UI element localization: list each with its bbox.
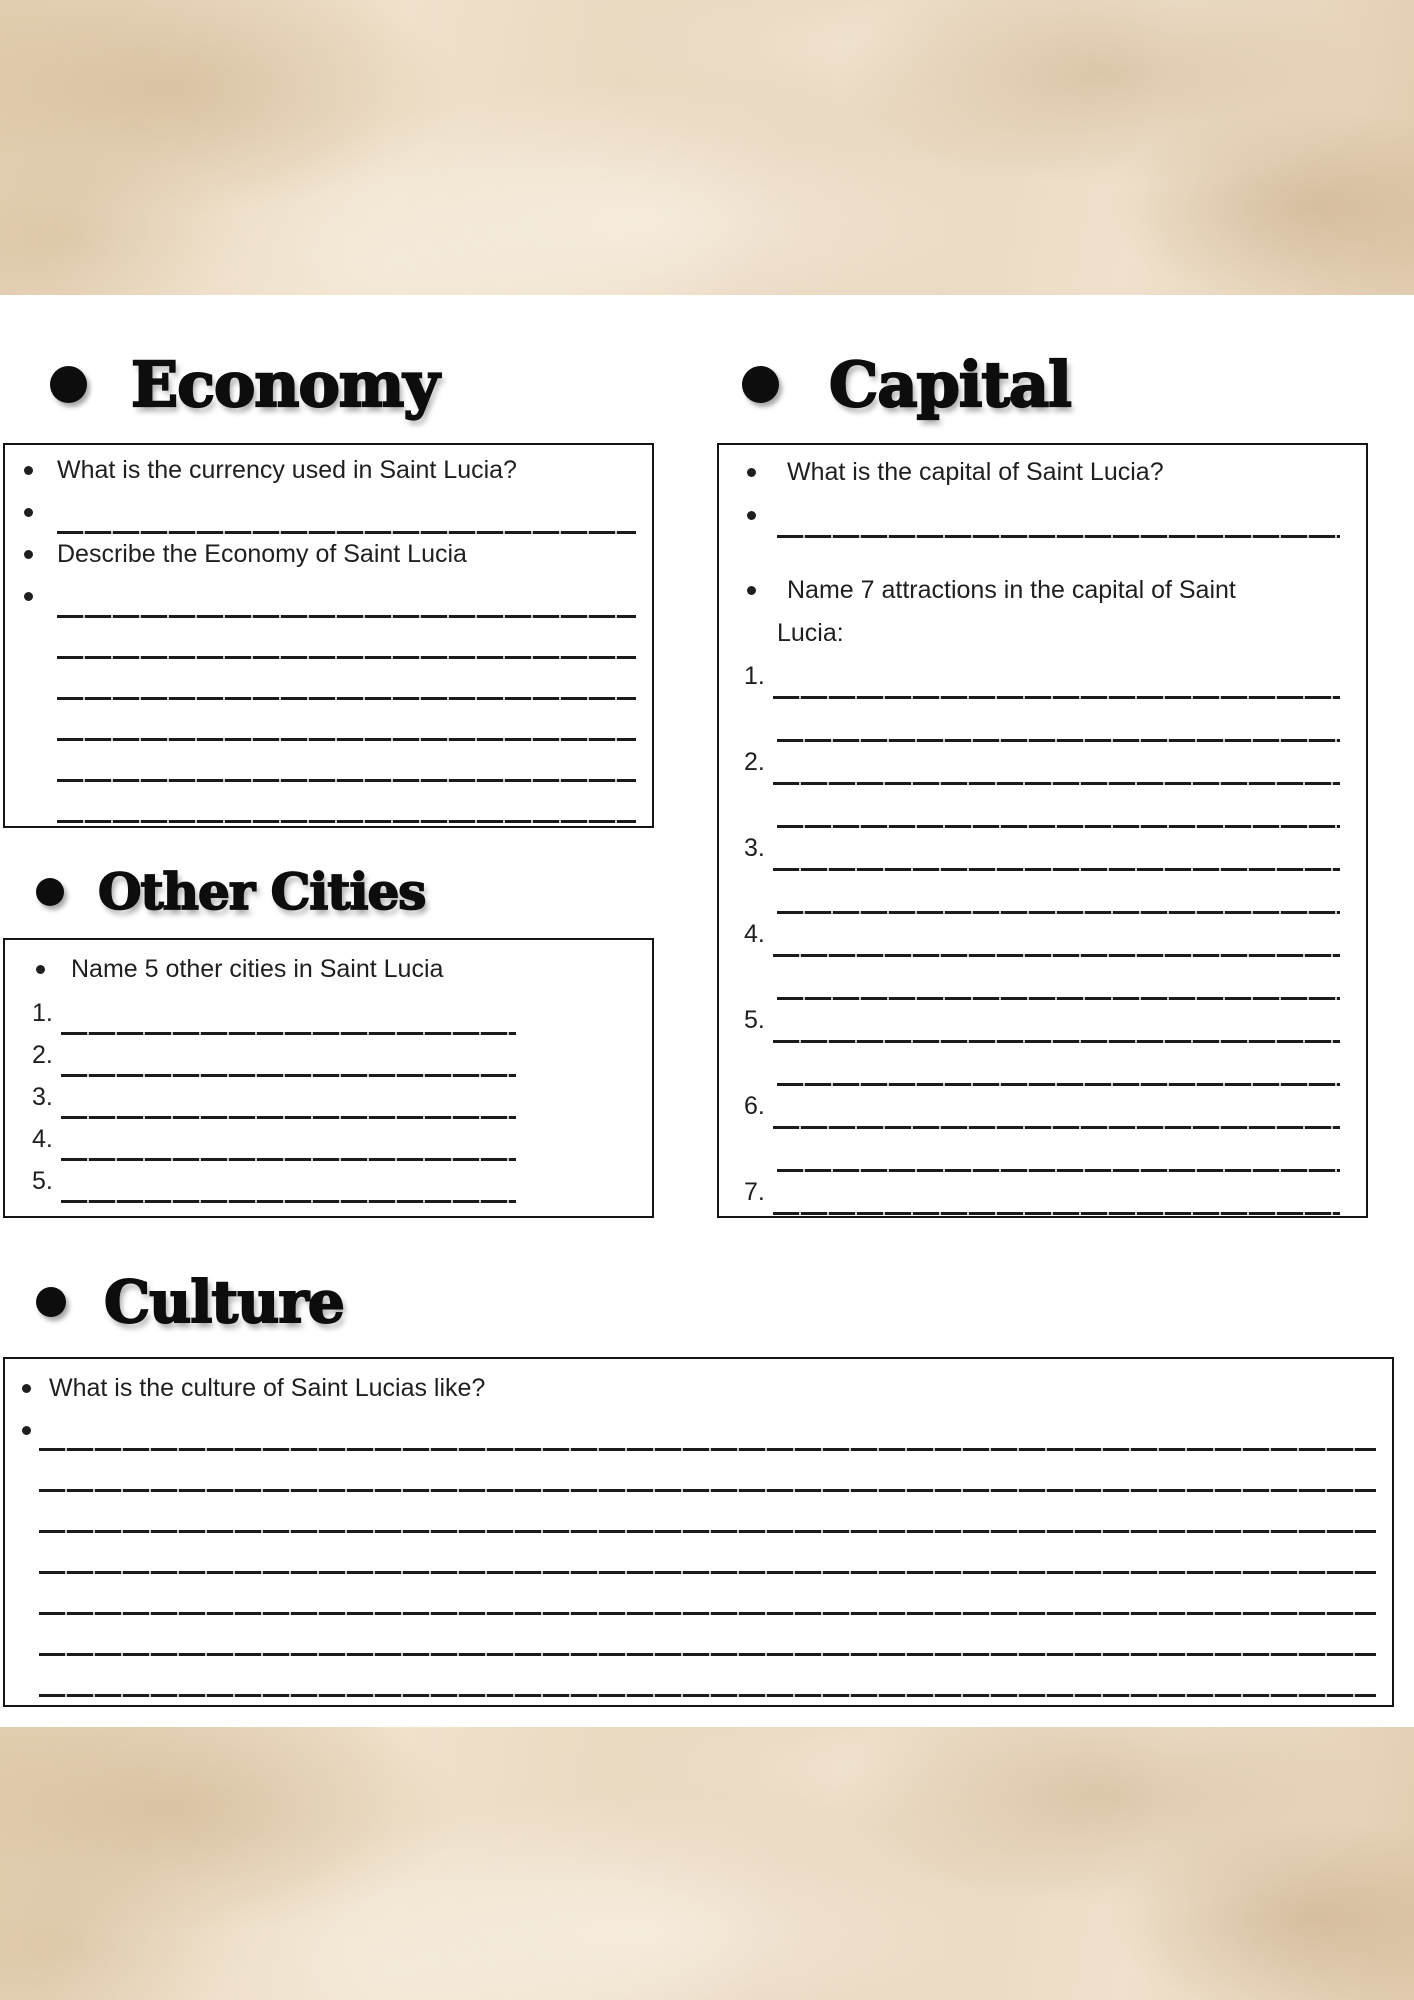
capital-question-2-line-1: Name 7 attractions in the capital of Saint [787,576,1236,604]
answer-row [5,1661,1376,1702]
bullet-icon [24,508,33,517]
question-row [5,539,636,581]
answer-line[interactable] [777,997,1340,1000]
item-number: 1. [32,999,53,1027]
answer-row [5,1579,1376,1620]
capital-question-box [717,443,1368,1218]
item-number: 3. [744,834,765,862]
answer-line[interactable] [39,1530,1376,1533]
answer-line[interactable] [61,1032,516,1035]
answer-row [5,746,636,787]
answer-row [5,1456,1376,1497]
numbered-answer-row [5,1082,636,1124]
bullet-icon [24,592,33,601]
answer-line[interactable] [57,820,636,823]
item-number: 5. [32,1167,53,1195]
answer-row [5,705,636,746]
answer-row [719,790,1340,833]
answer-row [719,962,1340,1005]
economy-heading-text: Economy [131,348,439,421]
answer-line[interactable] [61,1200,516,1203]
question-row [719,618,1340,661]
other-cities-question-box [3,938,654,1218]
question-row [5,455,636,497]
answer-row [5,664,636,705]
answer-line[interactable] [61,1158,516,1161]
numbered-answer-row [719,833,1340,876]
item-number: 4. [32,1125,53,1153]
bullet-dot-icon [742,366,779,403]
culture-question-box [3,1357,1394,1707]
other-cities-heading [36,862,425,921]
bullet-dot-icon [36,878,64,906]
answer-line[interactable] [57,779,636,782]
item-number: 5. [744,1006,765,1034]
item-number: 7. [744,1178,765,1206]
bullet-icon [24,550,33,559]
answer-row [5,623,636,664]
answer-line[interactable] [57,615,636,618]
answer-line[interactable] [777,1169,1340,1172]
item-number: 6. [744,1092,765,1120]
item-number: 3. [32,1083,53,1111]
other-cities-question-1: Name 5 other cities in Saint Lucia [71,955,444,983]
answer-row [5,1415,1376,1456]
answer-line[interactable] [57,697,636,700]
answer-row [719,1048,1340,1091]
item-number: 4. [744,920,765,948]
answer-line[interactable] [39,1653,1376,1656]
item-number: 2. [32,1041,53,1069]
economy-question-1: What is the currency used in Saint Lucia? [57,456,517,484]
item-number: 1. [744,662,765,690]
answer-line[interactable] [773,954,1340,957]
answer-row [5,787,636,828]
capital-question-2-line-2: Lucia: [777,619,844,647]
capital-heading-text: Capital [829,348,1071,421]
culture-heading [36,1268,344,1336]
answer-row [719,704,1340,747]
answer-row [5,1497,1376,1538]
culture-heading-text: Culture [104,1268,344,1336]
answer-row [5,1620,1376,1661]
economy-question-box [3,443,654,828]
answer-line[interactable] [57,738,636,741]
question-row [719,457,1340,500]
answer-line[interactable] [39,1489,1376,1492]
answer-line[interactable] [61,1116,516,1119]
sand-texture-header [0,0,1414,295]
numbered-answer-row [719,1091,1340,1134]
numbered-answer-row [5,998,636,1040]
answer-line[interactable] [39,1448,1376,1451]
numbered-answer-row [5,1166,636,1208]
answer-line[interactable] [773,868,1340,871]
numbered-answer-row [719,747,1340,790]
capital-heading [742,348,1071,421]
answer-row [719,876,1340,919]
culture-question-1: What is the culture of Saint Lucias like? [49,1374,486,1402]
answer-line[interactable] [773,1212,1340,1215]
answer-line[interactable] [39,1694,1376,1697]
answer-row [5,1538,1376,1579]
answer-line[interactable] [773,696,1340,699]
answer-line[interactable] [61,1074,516,1077]
answer-line[interactable] [777,911,1340,914]
answer-line[interactable] [773,782,1340,785]
answer-row [719,500,1340,543]
answer-line[interactable] [39,1571,1376,1574]
numbered-answer-row [719,919,1340,962]
bullet-icon [747,511,756,520]
answer-row [5,497,636,539]
sand-texture-footer [0,1727,1414,2000]
question-row [5,954,636,998]
numbered-answer-row [719,1177,1340,1220]
bullet-dot-icon [50,366,87,403]
question-row [5,1373,1376,1415]
bullet-dot-icon [36,1287,66,1317]
question-row [719,575,1340,618]
numbered-answer-row [5,1040,636,1082]
answer-line[interactable] [773,1126,1340,1129]
spacer [719,543,1340,575]
numbered-answer-row [719,1005,1340,1048]
other-cities-heading-text: Other Cities [98,862,426,921]
answer-line[interactable] [57,656,636,659]
bullet-icon [24,466,33,475]
answer-line[interactable] [777,739,1340,742]
answer-line[interactable] [773,1040,1340,1043]
answer-row [5,581,636,623]
bullet-icon [22,1384,31,1393]
answer-row [719,1134,1340,1177]
answer-line[interactable] [777,1083,1340,1086]
capital-question-1: What is the capital of Saint Lucia? [787,458,1164,486]
numbered-answer-row [719,661,1340,704]
bullet-icon [36,965,45,974]
bullet-icon [747,468,756,477]
answer-line[interactable] [39,1612,1376,1615]
answer-line[interactable] [777,535,1340,538]
answer-line[interactable] [777,825,1340,828]
bullet-icon [22,1426,31,1435]
economy-heading [50,348,438,421]
answer-line[interactable] [57,531,636,534]
economy-question-2: Describe the Economy of Saint Lucia [57,540,467,568]
bullet-icon [747,586,756,595]
numbered-answer-row [5,1124,636,1166]
item-number: 2. [744,748,765,776]
